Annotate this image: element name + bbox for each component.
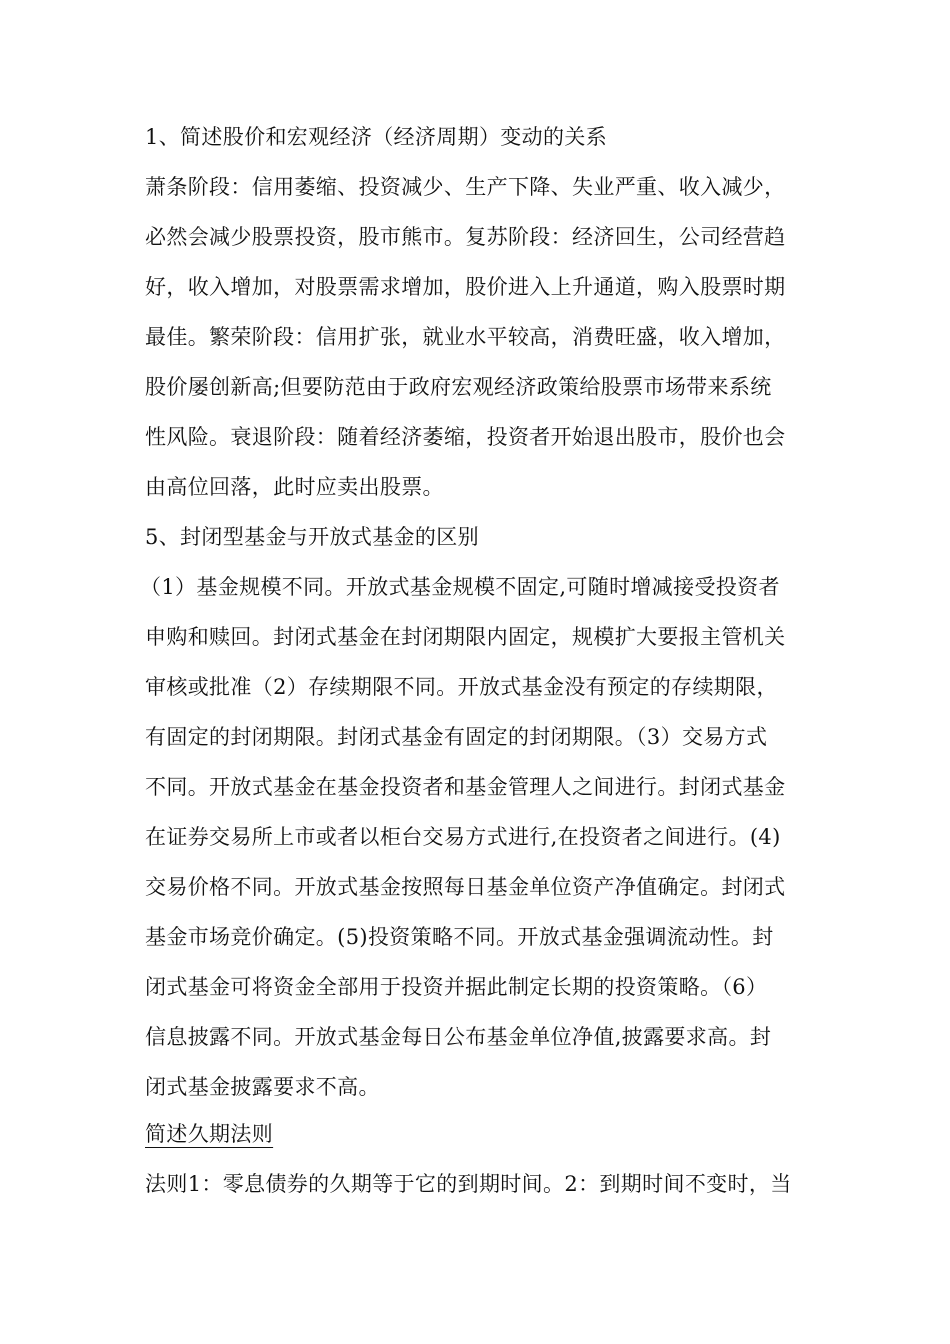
paragraph-line: 闭式基金可将资金全部用于投资并据此制定长期的投资策略。（6） xyxy=(145,975,768,999)
paragraph-line: 性风险。衰退阶段：随着经济萎缩，投资者开始退出股市，股价也会 xyxy=(145,425,786,449)
paragraph-line: 基金市场竞价确定。(5)投资策略不同。开放式基金强调流动性。封 xyxy=(145,925,774,949)
paragraph-line: 在证券交易所上市或者以柜台交易方式进行,在投资者之间进行。(4) xyxy=(145,825,781,849)
paragraph-line: 股价屡创新高;但要防范由于政府宏观经济政策给股票市场带来系统 xyxy=(145,375,772,399)
paragraph-line: 由高位回落，此时应卖出股票。 xyxy=(145,475,444,499)
paragraph-line: （1）基金规模不同。开放式基金规模不固定,可随时增减接受投资者 xyxy=(140,575,780,599)
paragraph-line: 必然会减少股票投资，股市熊市。复苏阶段：经济回生，公司经营趋 xyxy=(145,225,786,249)
paragraph-line: 闭式基金披露要求不高。 xyxy=(145,1075,380,1099)
section-heading-duration-rules: 简述久期法则 xyxy=(145,1122,274,1146)
paragraph-line: 信息披露不同。开放式基金每日公布基金单位净值,披露要求高。封 xyxy=(145,1025,772,1049)
paragraph-line: 最佳。繁荣阶段：信用扩张，就业水平较高，消费旺盛，收入增加， xyxy=(145,325,786,349)
paragraph-line: 申购和赎回。封闭式基金在封闭期限内固定，规模扩大要报主管机关 xyxy=(145,625,786,649)
section-heading-fund-differences: 5、封闭型基金与开放式基金的区别 xyxy=(145,525,479,549)
paragraph-line: 萧条阶段：信用萎缩、投资减少、生产下降、失业严重、收入减少， xyxy=(145,175,786,199)
paragraph-line: 好，收入增加，对股票需求增加，股价进入上升通道，购入股票时期 xyxy=(145,275,786,299)
paragraph-line: 交易价格不同。开放式基金按照每日基金单位资产净值确定。封闭式 xyxy=(145,875,786,899)
paragraph-line: 法则1：零息债券的久期等于它的到期时间。2：到期时间不变时，当 xyxy=(145,1172,792,1196)
paragraph-line: 有固定的封闭期限。封闭式基金有固定的封闭期限。（3）交易方式 xyxy=(145,725,768,749)
paragraph-line: 不同。开放式基金在基金投资者和基金管理人之间进行。封闭式基金 xyxy=(145,775,786,799)
section-heading-stock-price-economy: 1、简述股价和宏观经济（经济周期）变动的关系 xyxy=(145,125,608,149)
paragraph-line: 审核或批准（2）存续期限不同。开放式基金没有预定的存续期限， xyxy=(145,675,778,699)
